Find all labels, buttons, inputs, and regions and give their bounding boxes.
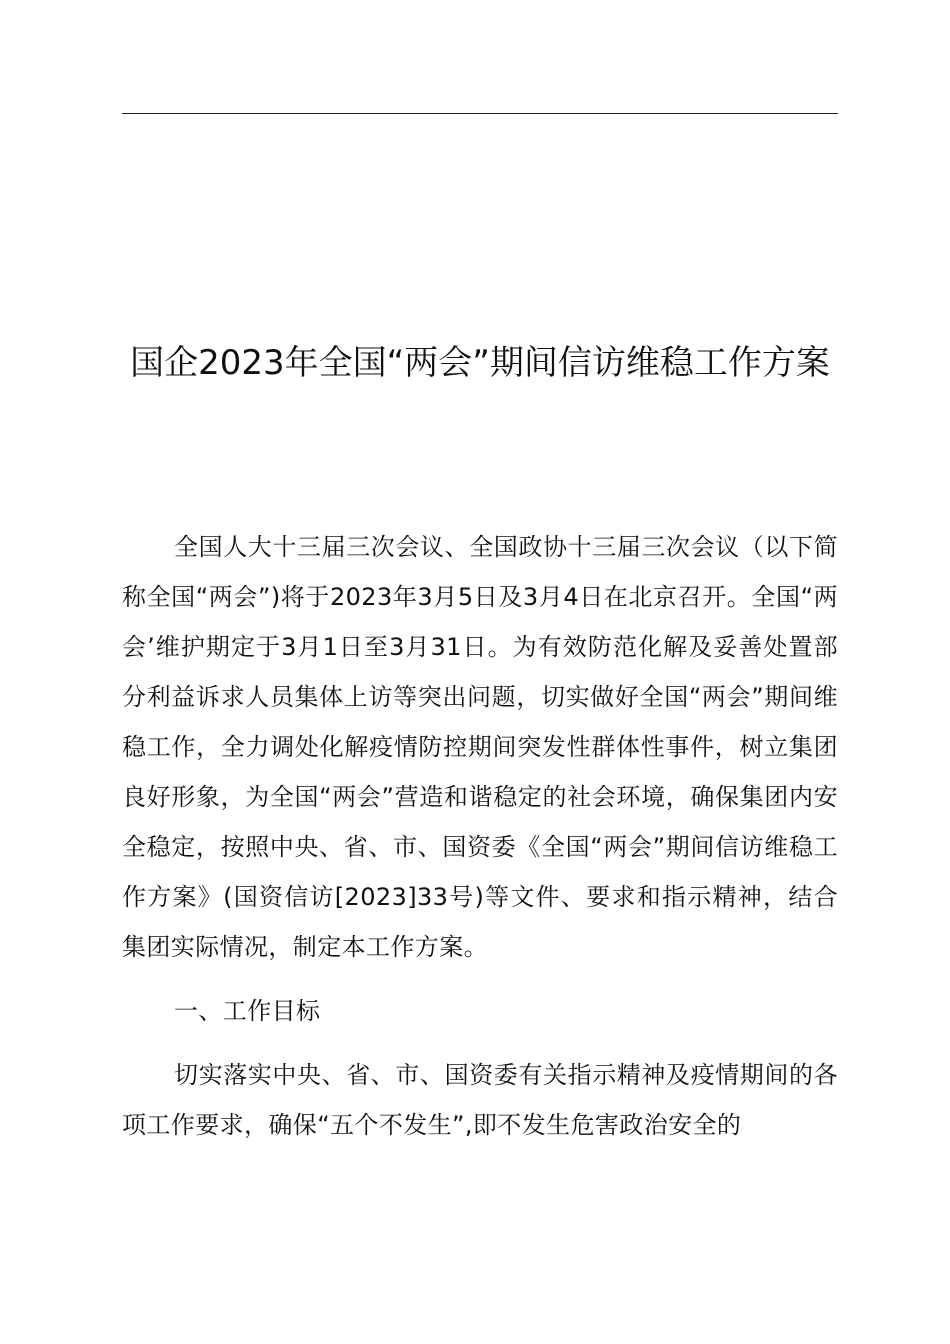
header-rule xyxy=(122,113,838,114)
document-title: 国企2023年全国“两会”期间信访维稳工作方案 xyxy=(130,343,830,383)
section-heading: 一、工作目标 xyxy=(174,997,321,1025)
document-body xyxy=(122,522,838,1150)
section-paragraph: 切实落实中央、省、市、国资委有关指示精神及疫情期间的各项工作要求，确保“五个不发生”,即不发生危害政治安全的 xyxy=(122,1061,838,1139)
intro-paragraph: 全国人大十三届三次会议、全国政协十三届三次会议（以下简称全国“两会”)将于2023年3月5日及3月4日在北京召开。全国“两会’维护期定于3月1日至3月31日。为有效防范化解及妥善处置部分利益诉求人员集体上访等突出问题，切实做好全国“两会”期间维稳工作，全力调处化解疫情防控期间突发性群体性事件，树立集团良好形象，为全国“两会”营造和谐稳定的社会环境，确保集团内安全稳定，按照中央、省、市、国资委《全国“两会”期间信访维稳工作方案》(国资信访[2023]33号)等文件、要求和指示精神，结合集团实际情况，制定本工作方案。 xyxy=(122,533,838,961)
